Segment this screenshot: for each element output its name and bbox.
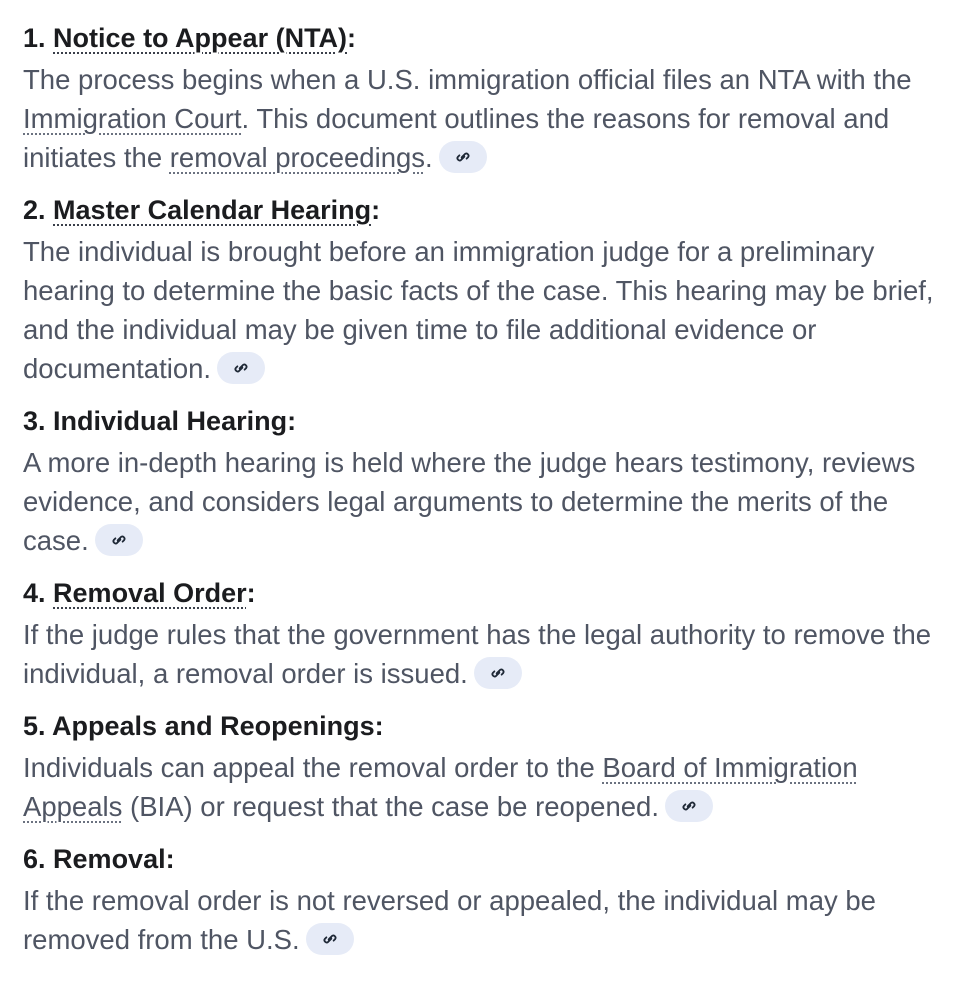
- step-heading: [23, 397, 949, 441]
- removal-order-link[interactable]: Removal Order: [53, 578, 247, 608]
- step-master-calendar-hearing: [23, 186, 949, 388]
- body-text-part: . This document outlines the reasons for removal and initiates the: [23, 103, 890, 173]
- step-heading: [23, 14, 949, 58]
- link-icon: [232, 359, 250, 377]
- source-link-chip[interactable]: [95, 524, 143, 556]
- source-link-chip[interactable]: [217, 352, 265, 384]
- heading-colon: :: [371, 195, 381, 225]
- step-body: [23, 443, 949, 560]
- step-notice-to-appear: [23, 14, 949, 177]
- link-icon: [110, 531, 128, 549]
- heading-colon: :: [347, 23, 357, 53]
- step-number: 1.: [23, 23, 46, 53]
- step-body: [23, 881, 949, 959]
- body-text-part: .: [425, 142, 433, 173]
- step-number: 4.: [23, 578, 46, 608]
- step-number: 5.: [23, 711, 46, 741]
- source-link-chip[interactable]: [665, 790, 713, 822]
- step-body: [23, 748, 949, 826]
- step-title: Appeals and Reopenings:: [52, 711, 384, 741]
- body-text-part: If the judge rules that the government has the legal authority to remove the individual, a removal order is issued.: [23, 619, 932, 689]
- step-body: [23, 615, 949, 693]
- immigration-court-link[interactable]: Immigration Court: [23, 103, 242, 134]
- step-number: 6.: [23, 844, 46, 874]
- step-removal-order: [23, 569, 949, 693]
- source-link-chip[interactable]: [306, 923, 354, 955]
- step-heading: [23, 835, 949, 879]
- step-number: 2.: [23, 195, 46, 225]
- step-body: [23, 232, 949, 388]
- body-text-part: (BIA) or request that the case be reopened.: [122, 791, 659, 822]
- bia-link[interactable]: Board of Immigration Appeals: [23, 752, 858, 822]
- step-removal: [23, 835, 949, 959]
- step-number: 3.: [23, 406, 46, 436]
- removal-proceedings-link[interactable]: removal proceedings: [169, 142, 426, 173]
- link-icon: [321, 930, 339, 948]
- step-title: Individual Hearing:: [53, 406, 297, 436]
- step-appeals-reopenings: [23, 702, 949, 826]
- source-link-chip[interactable]: [474, 657, 522, 689]
- step-heading: [23, 569, 949, 613]
- body-text-part: Individuals can appeal the removal order to the: [23, 752, 603, 783]
- step-body: [23, 60, 949, 177]
- nta-link[interactable]: Notice to Appear (NTA): [53, 23, 348, 53]
- step-title: Removal:: [53, 844, 175, 874]
- step-heading: [23, 186, 949, 230]
- link-icon: [454, 148, 472, 166]
- link-icon: [489, 664, 507, 682]
- body-text-part: A more in-depth hearing is held where the judge hears testimony, reviews evidence, and considers legal arguments to determine the merits of the case.: [23, 447, 916, 556]
- body-text-part: The individual is brought before an immigration judge for a preliminary hearing to determine the basic facts of the case. This hearing may be brief, and the individual may be given time to file additional evidence or documentation.: [23, 236, 934, 384]
- body-text-part: If the removal order is not reversed or appealed, the individual may be removed from the U.S.: [23, 885, 876, 955]
- body-text-part: The process begins when a U.S. immigration official files an NTA with the: [23, 64, 912, 95]
- link-icon: [680, 797, 698, 815]
- step-individual-hearing: [23, 397, 949, 560]
- source-link-chip[interactable]: [439, 141, 487, 173]
- step-heading: [23, 702, 949, 746]
- heading-colon: :: [246, 578, 256, 608]
- master-calendar-hearing-link[interactable]: Master Calendar Hearing: [53, 195, 372, 225]
